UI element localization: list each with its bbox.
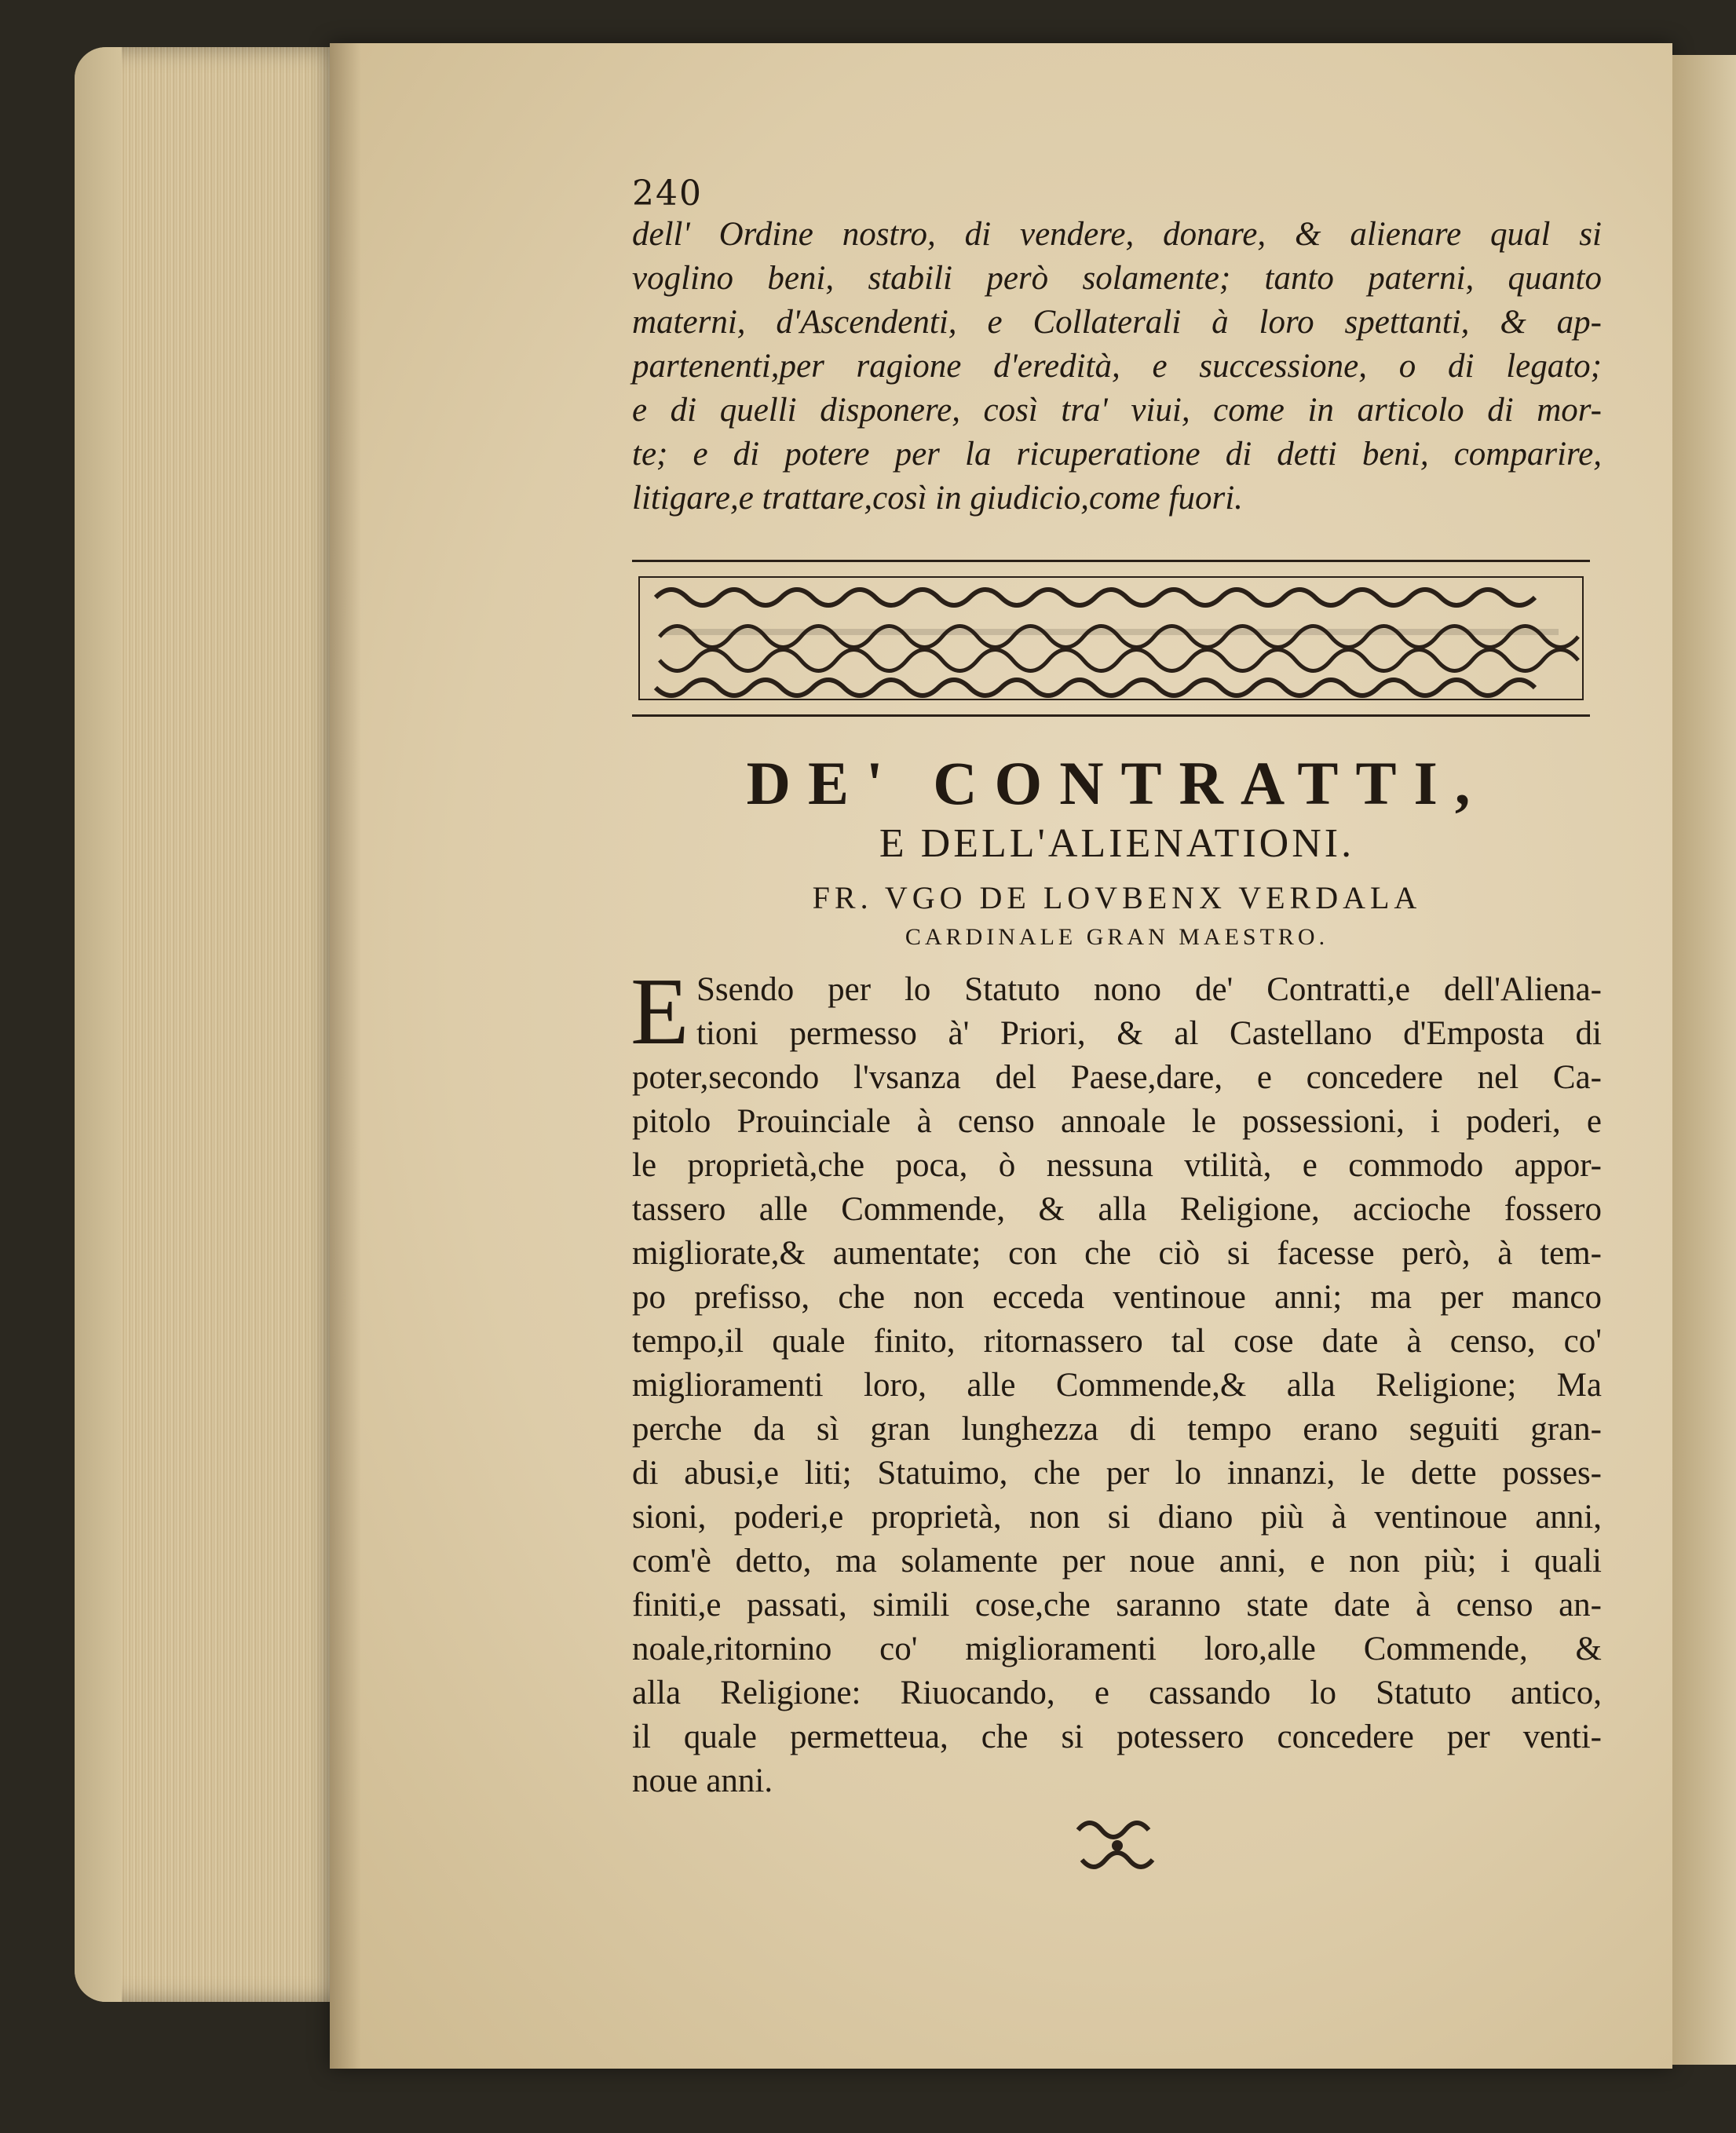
facing-page-edge xyxy=(1672,55,1736,2065)
body-line: noue anni. xyxy=(632,1762,773,1799)
body-line: sioni, poderi,e proprietà, non si diano più à ventinoue anni, xyxy=(632,1499,1602,1536)
chapter-subtitle: E DELL'ALIENATIONI. xyxy=(879,821,1355,866)
body-line: perche da sì gran lunghezza di tempo erano seguiti gran- xyxy=(632,1411,1602,1448)
intro-paragraph xyxy=(632,213,1602,520)
body-line: tempo,il quale finito, ritornassero tal cose date à censo, co' xyxy=(632,1323,1602,1360)
body-line: pitolo Prouinciale à censo annoale le possessioni, i poderi, e xyxy=(632,1103,1602,1140)
tailpiece-flourish xyxy=(1062,1814,1172,1877)
intro-line: partenenti,per ragione d'eredità, e successione, o di legato; xyxy=(632,348,1602,385)
body-line: di abusi,e liti; Statuimo, che per lo innanzi, le dette posses- xyxy=(632,1455,1602,1492)
headpiece-pattern xyxy=(632,562,1590,719)
book-cover-edge xyxy=(75,47,122,2002)
intro-line: te; e di potere per la ricuperatione di detti beni, comparire, xyxy=(632,436,1602,473)
body-line: finiti,e passati, simili cose,che saranno state date à censo an- xyxy=(632,1587,1602,1623)
body-line: migliorate,& aumentate; con che ciò si facesse però, à tem- xyxy=(632,1235,1602,1272)
body-line: po prefisso, che non ecceda ventinoue anni; ma per manco xyxy=(632,1279,1602,1316)
intro-line: litigare,e trattare,così in giudicio,come fuori. xyxy=(632,480,1243,517)
headpiece-ornament xyxy=(632,560,1590,717)
body-line: miglioramenti loro, alle Commende,& alla Religione; Ma xyxy=(632,1367,1602,1404)
tailpiece-ornament xyxy=(632,1814,1602,1880)
grand-master-title: CARDINALE GRAN MAESTRO. xyxy=(905,924,1329,950)
page-gutter-shadow xyxy=(330,43,361,2069)
intro-line: voglino beni, stabili però solamente; tanto paterni, quanto xyxy=(632,260,1602,297)
grand-master-name: FR. VGO DE LOVBENX VERDALA xyxy=(812,880,1422,915)
intro-line: dell' Ordine nostro, di vendere, donare, & alienare qual si xyxy=(632,216,1602,253)
body-line: poter,secondo l'vsanza del Paese,dare, e concedere nel Ca- xyxy=(632,1059,1602,1096)
statute-paragraph xyxy=(630,959,1602,1803)
body-line: com'è detto, ma solamente per noue anni, e non più; i quali xyxy=(632,1543,1602,1580)
body-line: tioni permesso à' Priori, & al Castellano d'Emposta di xyxy=(696,1015,1602,1052)
body-line: noale,ritornino co' miglioramenti loro,alle Commende, & xyxy=(632,1631,1602,1667)
chapter-title: DE' CONTRATTI, xyxy=(746,749,1488,817)
body-line: tassero alle Commende, & alla Religione, accioche fossero xyxy=(632,1191,1602,1228)
intro-line: e di quelli disponere, così tra' viui, come in articolo di mor- xyxy=(632,392,1602,429)
body-line: Ssendo per lo Statuto nono de' Contratti,e dell'Aliena- xyxy=(696,971,1602,1008)
page-number: 240 xyxy=(632,173,703,214)
body-line: alla Religione: Riuocando, e cassando lo Statuto antico, xyxy=(632,1675,1602,1711)
intro-line: materni, d'Ascendenti, e Collaterali à loro spettanti, & ap- xyxy=(632,304,1602,341)
drop-cap: E xyxy=(630,959,689,1065)
body-line: il quale permetteua, che si potessero concedere per venti- xyxy=(632,1718,1602,1755)
text-block xyxy=(630,173,1602,1880)
body-line: le proprietà,che poca, ò nessuna vtilità, e commodo appor- xyxy=(632,1147,1602,1184)
